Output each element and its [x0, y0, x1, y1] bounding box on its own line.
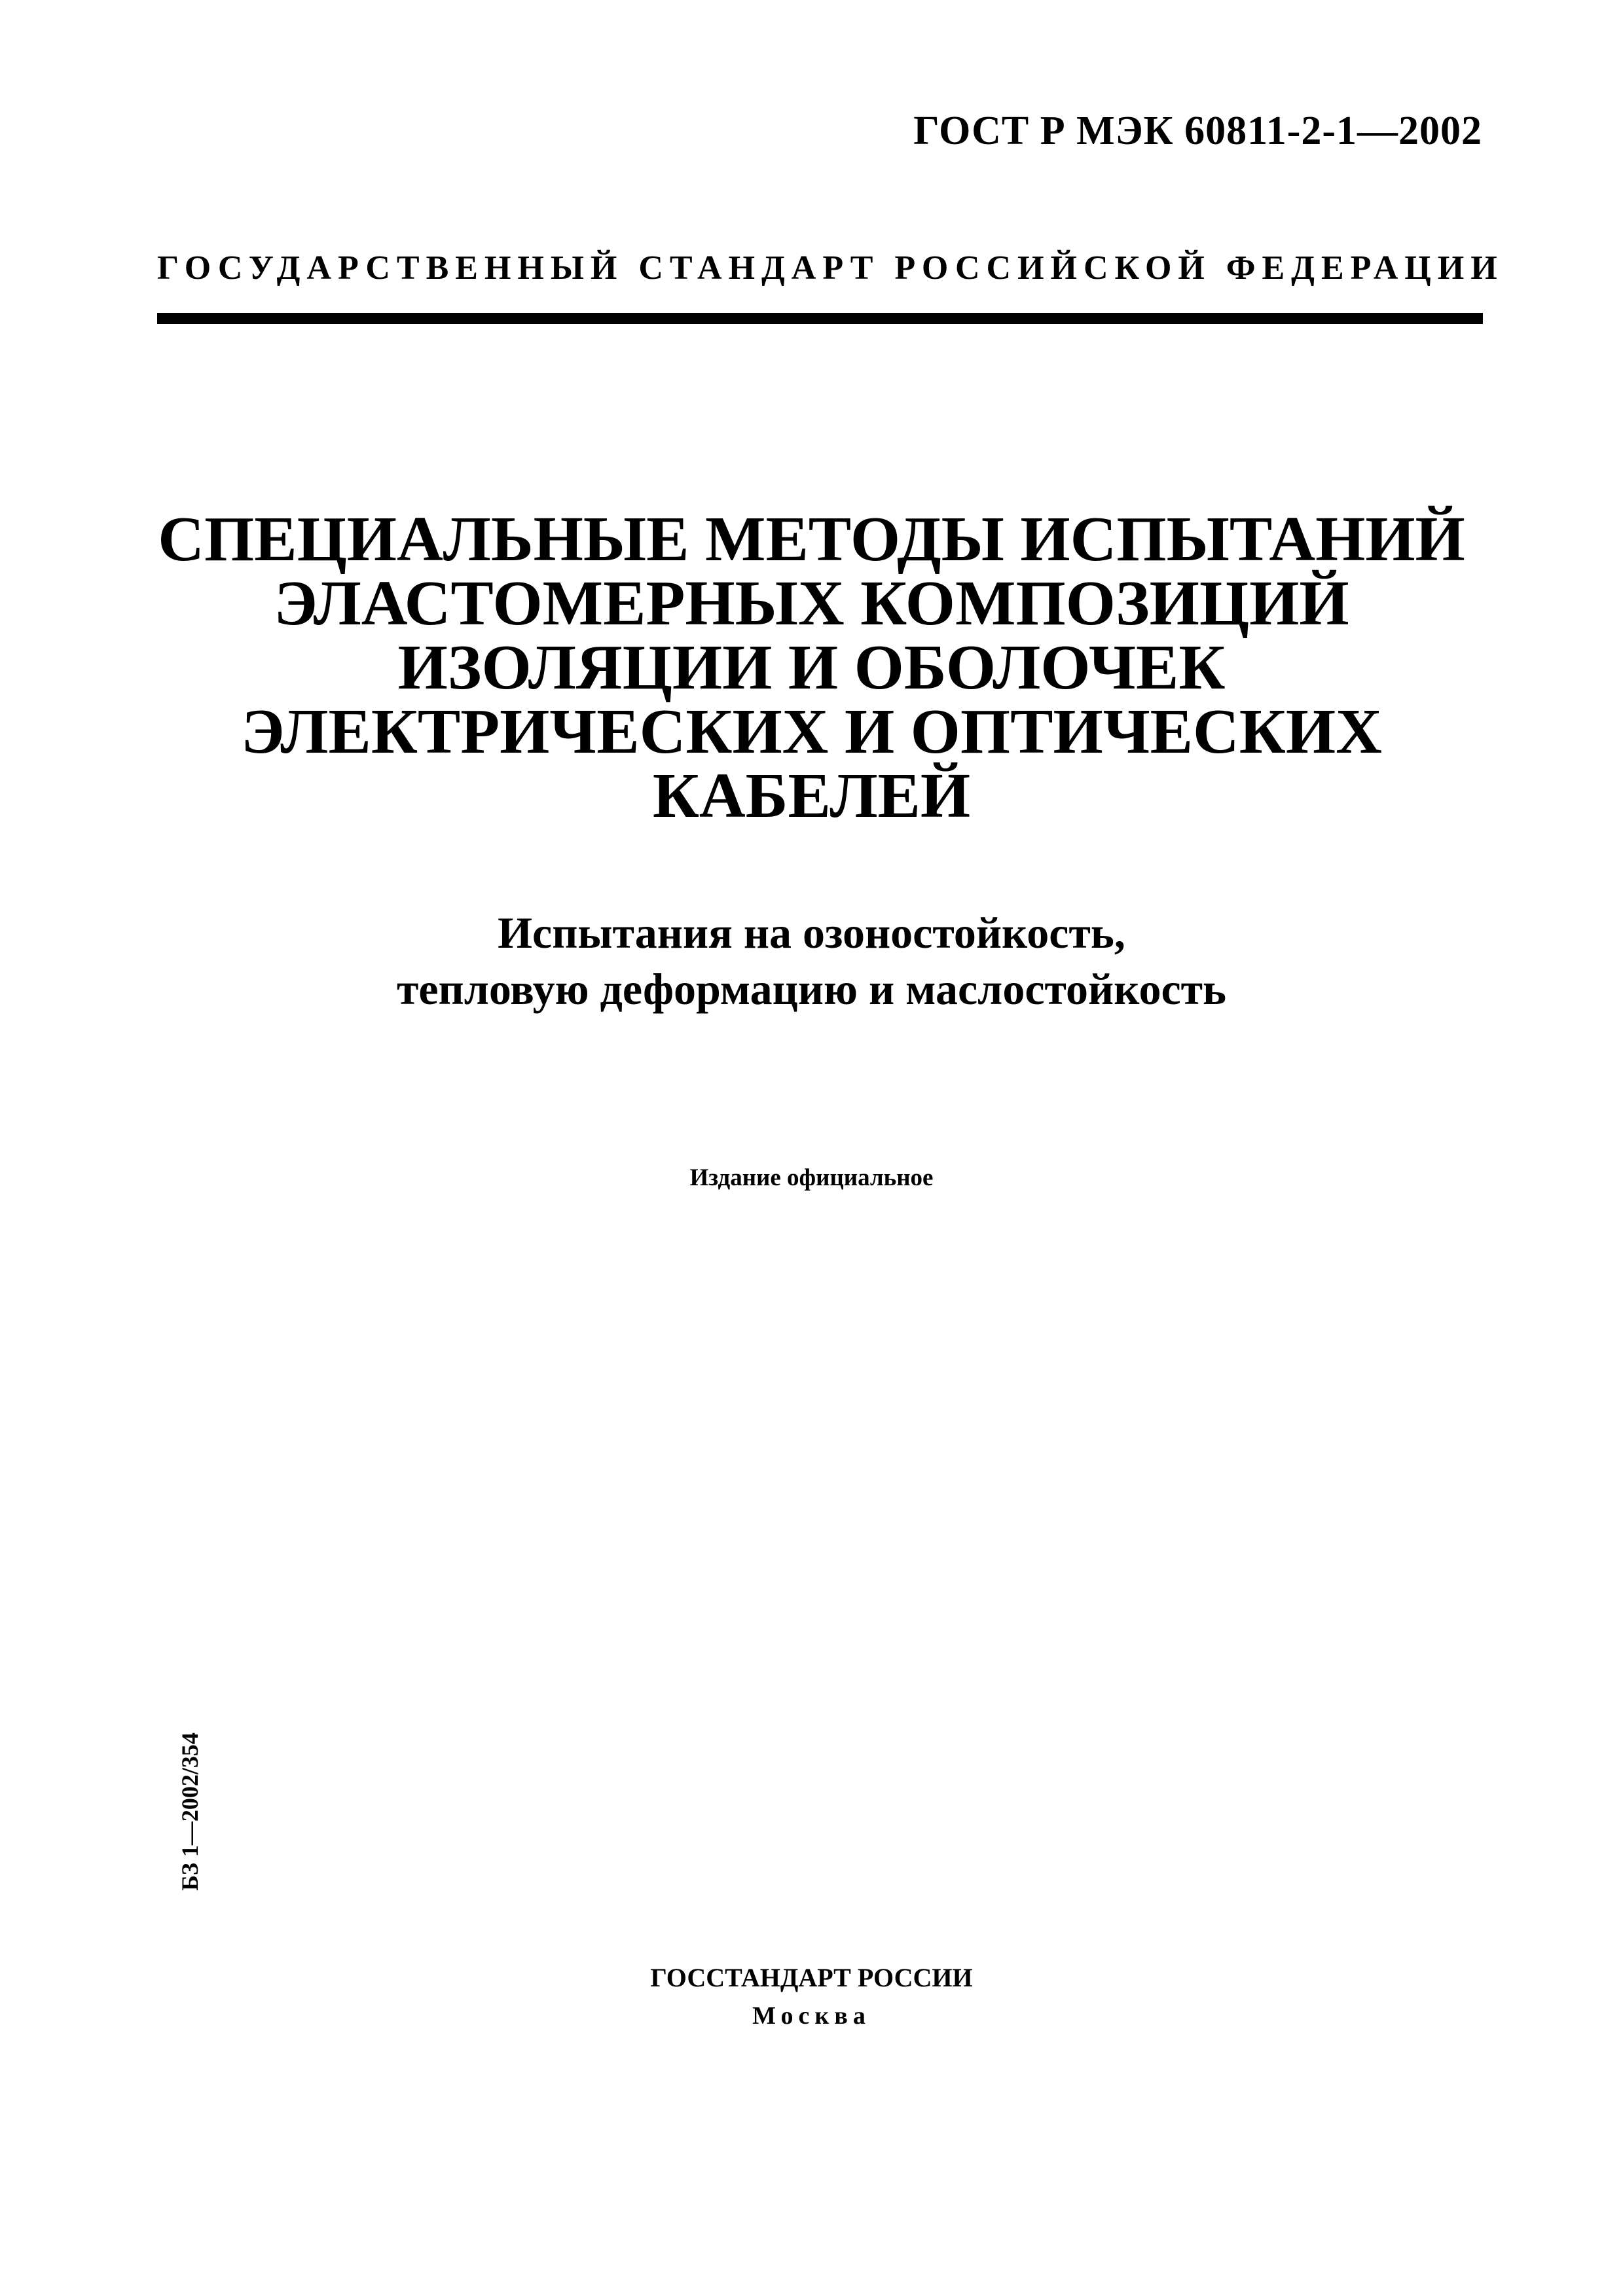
edition-label: Издание официальное [689, 1164, 934, 1191]
main-title-line: КАБЕЛЕЙ [652, 761, 971, 831]
document-code: ГОСТ Р МЭК 60811-2-1—2002 [913, 109, 1482, 153]
publisher: ГОССТАНДАРТ РОССИИ [650, 1963, 973, 1992]
publication-city: Москва [752, 2002, 871, 2030]
state-standard-heading: ГОСУДАРСТВЕННЫЙ СТАНДАРТ РОССИЙСКОЙ ФЕДЕРАЦИИ [157, 249, 1504, 287]
subtitle [0, 905, 1623, 1017]
main-title-line: ИЗОЛЯЦИИ И ОБОЛОЧЕК [397, 632, 1226, 703]
main-title-line: СПЕЦИАЛЬНЫЕ МЕТОДЫ ИСПЫТАНИЙ [158, 504, 1465, 575]
main-title-line: ЭЛЕКТРИЧЕСКИХ И ОПТИЧЕСКИХ [241, 696, 1382, 767]
subtitle-line: тепловую деформацию и маслостойкость [396, 964, 1227, 1014]
side-registration-code: БЗ 1—2002/354 [177, 1732, 203, 1891]
subtitle-line: Испытания на озоностойкость, [498, 908, 1125, 958]
main-title [0, 504, 1623, 831]
header-divider [157, 313, 1483, 324]
main-title-line: ЭЛАСТОМЕРНЫХ КОМПОЗИЦИЙ [274, 568, 1349, 639]
